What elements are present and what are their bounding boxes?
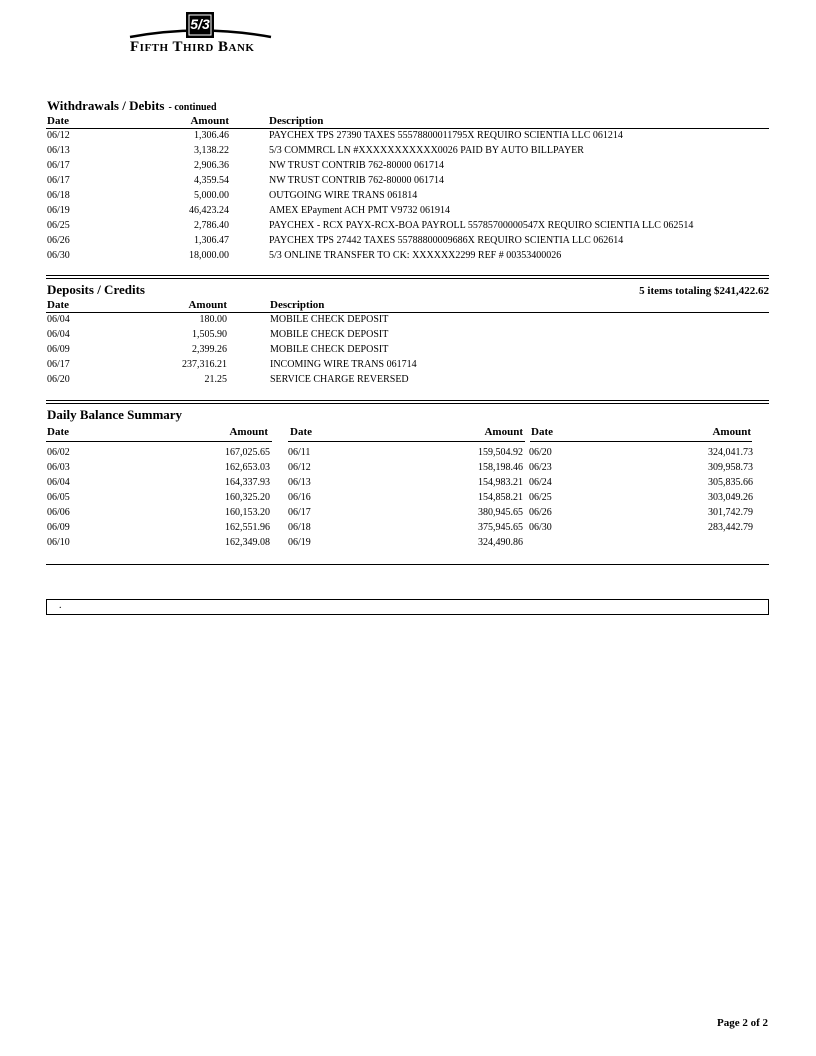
row-description: SERVICE CHARGE REVERSED	[270, 374, 409, 385]
balance-date: 06/17	[288, 507, 311, 518]
col-amount: Amount	[712, 426, 751, 438]
balance-amount: 283,442.79	[708, 522, 753, 533]
row-date: 06/13	[47, 145, 70, 156]
balance-amount: 305,835.66	[708, 477, 753, 488]
row-date: 06/12	[47, 130, 70, 141]
balance-date: 06/03	[47, 462, 70, 473]
row-description: PAYCHEX TPS 27442 TAXES 55788800009686X REQUIRO SCIENTIA LLC 062614	[269, 235, 624, 246]
bank-logo-text: 5/3	[190, 16, 210, 32]
col-date: Date	[47, 299, 69, 311]
row-amount: 2,906.36	[194, 160, 229, 171]
balance-amount: 303,049.26	[708, 492, 753, 503]
withdrawals-header-rule	[46, 128, 769, 129]
row-description: 5/3 COMMRCL LN #XXXXXXXXXXX0026 PAID BY AUTO BILLPAYER	[269, 145, 584, 156]
row-description: PAYCHEX TPS 27390 TAXES 55578800011795X REQUIRO SCIENTIA LLC 061214	[269, 130, 623, 141]
table-row	[46, 374, 769, 389]
balance-date: 06/26	[529, 507, 552, 518]
daily-balance-title: Daily Balance Summary	[47, 407, 183, 422]
balance-date: 06/09	[47, 522, 70, 533]
row-description: NW TRUST CONTRIB 762-80000 061714	[269, 175, 445, 186]
row-date: 06/20	[47, 374, 70, 385]
row-date: 06/25	[47, 220, 70, 231]
balance-amount: 162,349.08	[225, 537, 270, 548]
balance-amount: 162,551.96	[225, 522, 270, 533]
daily-balance-header	[46, 426, 769, 441]
col-amount: Amount	[484, 426, 523, 438]
balance-entry	[46, 462, 769, 477]
table-row	[46, 205, 769, 220]
row-amount: 2,786.40	[194, 220, 229, 231]
balance-date: 06/18	[288, 522, 311, 533]
table-row	[46, 359, 769, 374]
balance-amount: 160,325.20	[225, 492, 270, 503]
table-row	[46, 130, 769, 145]
bank-logo	[128, 10, 273, 55]
balance-date: 06/23	[529, 462, 552, 473]
daily-balance-header-rule	[530, 441, 752, 442]
col-date: Date	[531, 426, 553, 438]
section-divider	[46, 403, 769, 404]
balance-date: 06/12	[288, 462, 311, 473]
balance-entry	[46, 477, 769, 492]
balance-entry	[46, 522, 769, 537]
col-amount: Amount	[190, 115, 229, 127]
section-divider	[46, 278, 769, 279]
balance-date: 06/16	[288, 492, 311, 503]
row-date: 06/17	[47, 175, 70, 186]
row-amount: 2,399.26	[192, 344, 227, 355]
row-amount: 1,505.90	[192, 329, 227, 340]
balance-date: 06/11	[288, 447, 311, 458]
balance-amount: 375,945.65	[478, 522, 523, 533]
row-date: 06/09	[47, 344, 70, 355]
balance-date: 06/04	[47, 477, 70, 488]
table-row	[46, 344, 769, 359]
col-date: Date	[47, 426, 69, 438]
balance-date: 06/06	[47, 507, 70, 518]
row-description: PAYCHEX - RCX PAYX-RCX-BOA PAYROLL 55785700000547X REQUIRO SCIENTIA LLC 062514	[269, 220, 694, 231]
balance-amount: 158,198.46	[478, 462, 523, 473]
row-description: MOBILE CHECK DEPOSIT	[270, 344, 389, 355]
row-description: 5/3 ONLINE TRANSFER TO CK: XXXXXX2299 REF # 00353400026	[269, 250, 562, 261]
col-amount: Amount	[229, 426, 268, 438]
row-date: 06/18	[47, 190, 70, 201]
table-row	[46, 190, 769, 205]
balance-amount: 154,858.21	[478, 492, 523, 503]
section-end-rule	[46, 564, 769, 565]
balance-date: 06/02	[47, 447, 70, 458]
col-date: Date	[290, 426, 312, 438]
row-amount: 1,306.47	[194, 235, 229, 246]
row-amount: 180.00	[199, 314, 227, 325]
balance-date: 06/20	[529, 447, 552, 458]
daily-balance-header-rule	[288, 441, 525, 442]
row-date: 06/04	[47, 329, 70, 340]
balance-amount: 154,983.21	[478, 477, 523, 488]
row-description: MOBILE CHECK DEPOSIT	[270, 314, 389, 325]
balance-entry	[46, 447, 769, 462]
section-divider	[46, 400, 769, 401]
row-amount: 21.25	[204, 374, 227, 385]
page-number: Page 2 of 2	[716, 1017, 768, 1029]
row-amount: 1,306.46	[194, 130, 229, 141]
table-row	[46, 329, 769, 344]
balance-date: 06/24	[529, 477, 552, 488]
balance-amount: 159,504.92	[478, 447, 523, 458]
balance-amount: 324,041.73	[708, 447, 753, 458]
balance-amount: 324,490.86	[478, 537, 523, 548]
row-date: 06/19	[47, 205, 70, 216]
row-description: INCOMING WIRE TRANS 061714	[270, 359, 417, 370]
row-description: NW TRUST CONTRIB 762-80000 061714	[269, 160, 445, 171]
row-amount: 18,000.00	[189, 250, 229, 261]
withdrawals-continued: - continued	[168, 102, 217, 113]
balance-amount: 164,337.93	[225, 477, 270, 488]
table-row	[46, 160, 769, 175]
row-amount: 5,000.00	[194, 190, 229, 201]
col-date: Date	[47, 115, 69, 127]
table-row	[46, 220, 769, 235]
table-row	[46, 250, 769, 265]
balance-date: 06/10	[47, 537, 70, 548]
balance-date: 06/30	[529, 522, 552, 533]
balance-amount: 160,153.20	[225, 507, 270, 518]
row-date: 06/26	[47, 235, 70, 246]
bank-name: Fifth Third Bank	[130, 39, 255, 55]
balance-amount: 309,958.73	[708, 462, 753, 473]
col-description: Description	[269, 115, 324, 127]
table-row	[46, 314, 769, 329]
row-amount: 3,138.22	[194, 145, 229, 156]
table-row	[46, 235, 769, 250]
row-amount: 237,316.21	[182, 359, 227, 370]
balance-entry	[46, 537, 769, 552]
balance-date: 06/13	[288, 477, 311, 488]
balance-amount: 167,025.65	[225, 447, 270, 458]
row-description: MOBILE CHECK DEPOSIT	[270, 329, 389, 340]
daily-balance-header-rule	[46, 441, 272, 442]
row-amount: 46,423.24	[189, 205, 229, 216]
row-date: 06/30	[47, 250, 70, 261]
table-row	[46, 145, 769, 160]
note-box	[46, 599, 769, 615]
balance-amount: 301,742.79	[708, 507, 753, 518]
section-divider	[46, 275, 769, 276]
row-description: OUTGOING WIRE TRANS 061814	[269, 190, 418, 201]
withdrawals-title: Withdrawals / Debits - continued	[47, 98, 217, 113]
deposits-summary: 5 items totaling $241,422.62	[639, 285, 769, 297]
balance-date: 06/19	[288, 537, 311, 548]
balance-date: 06/05	[47, 492, 70, 503]
row-date: 06/17	[47, 359, 70, 370]
table-row	[46, 175, 769, 190]
row-amount: 4,359.54	[194, 175, 229, 186]
row-date: 06/17	[47, 160, 70, 171]
balance-date: 06/25	[529, 492, 552, 503]
balance-amount: 162,653.03	[225, 462, 270, 473]
row-date: 06/04	[47, 314, 70, 325]
deposits-header-rule	[46, 312, 769, 313]
col-amount: Amount	[188, 299, 227, 311]
balance-entry	[46, 507, 769, 522]
balance-amount: 380,945.65	[478, 507, 523, 518]
col-description: Description	[270, 299, 325, 311]
deposits-title: Deposits / Credits	[47, 282, 145, 297]
row-description: AMEX EPayment ACH PMT V9732 061914	[269, 205, 451, 216]
note-box-text: .	[59, 600, 62, 611]
balance-entry	[46, 492, 769, 507]
